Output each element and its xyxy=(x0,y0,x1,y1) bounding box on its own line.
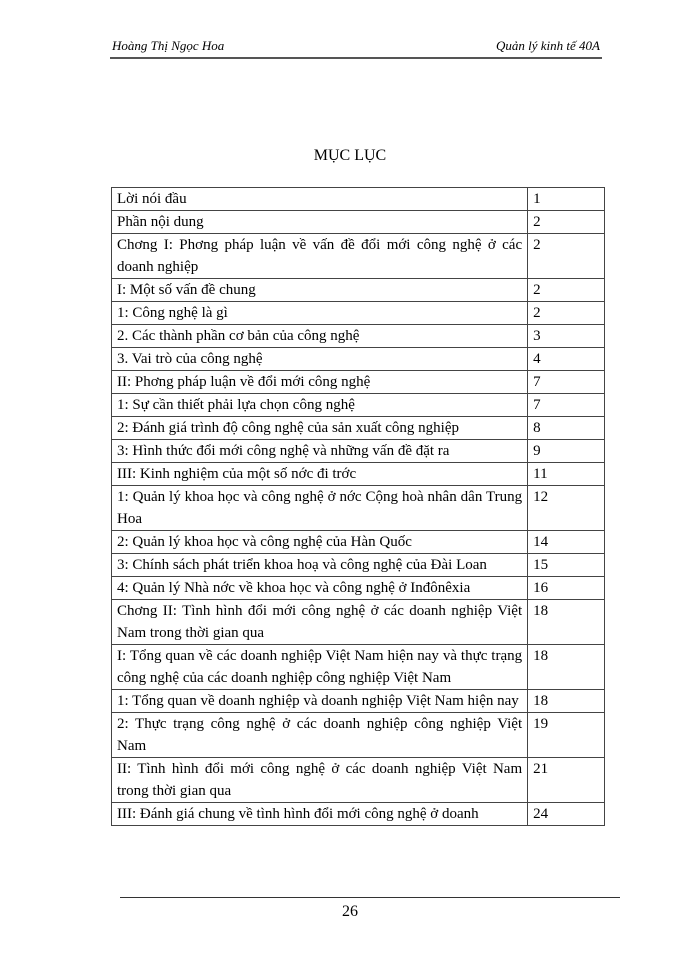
page-title: MỤC LỤC xyxy=(313,147,387,164)
header-class: Quản lý kinh tế 40A xyxy=(496,38,600,53)
toc-entry-title: 2: Thực trạng công nghệ ở các doanh nghiệp công nghiệp Việt Nam xyxy=(112,713,528,758)
toc-entry-title: II: Tình hình đổi mới công nghệ ở các doanh nghiệp Việt Nam trong thời gian qua xyxy=(112,758,528,803)
header-divider xyxy=(110,57,602,59)
toc-entry-page: 1 xyxy=(528,188,605,211)
toc-entry-title: II: Phơng pháp luận về đổi mới công nghệ xyxy=(112,371,528,394)
toc-entry-title: 2: Đánh giá trình độ công nghệ của sản xuất công nghiệp xyxy=(112,417,528,440)
toc-entry-page: 2 xyxy=(528,234,605,279)
toc-entry-title: Chơng II: Tình hình đổi mới công nghệ ở các doanh nghiệp Việt Nam trong thời gian qua xyxy=(112,600,528,645)
toc-row xyxy=(112,417,605,440)
toc-row xyxy=(112,690,605,713)
toc-row xyxy=(112,440,605,463)
toc-entry-page: 11 xyxy=(528,463,605,486)
toc-entry-title: Phần nội dung xyxy=(112,211,528,234)
toc-entry-title: 1: Quản lý khoa học và công nghệ ở nớc Cộng hoà nhân dân Trung Hoa xyxy=(112,486,528,531)
toc-row xyxy=(112,531,605,554)
toc-entry-title: 3: Chính sách phát triển khoa hoạ và công nghệ của Đài Loan xyxy=(112,554,528,577)
toc-row xyxy=(112,188,605,211)
toc-row xyxy=(112,600,605,645)
toc-entry-page: 18 xyxy=(528,600,605,645)
toc-entry-title: I: Một số vấn đề chung xyxy=(112,279,528,302)
toc-entry-page: 2 xyxy=(528,302,605,325)
toc-entry-title: 1: Công nghệ là gì xyxy=(112,302,528,325)
toc-table xyxy=(111,187,605,826)
toc-entry-page: 2 xyxy=(528,211,605,234)
header-author: Hoàng Thị Ngọc Hoa xyxy=(112,38,225,53)
toc-entry-page: 24 xyxy=(528,803,605,826)
toc-entry-title: 3. Vai trò của công nghệ xyxy=(112,348,528,371)
page-number: 26 xyxy=(342,903,358,920)
toc-entry-page: 9 xyxy=(528,440,605,463)
toc-entry-title: 1: Tổng quan về doanh nghiệp và doanh nghiệp Việt Nam hiện nay xyxy=(112,690,528,713)
toc-entry-title: 4: Quản lý Nhà nớc về khoa học và công nghệ ở Inđônêxia xyxy=(112,577,528,600)
toc-entry-page: 18 xyxy=(528,690,605,713)
toc-entry-title: Lời nói đầu xyxy=(112,188,528,211)
toc-row xyxy=(112,577,605,600)
toc-entry-title: III: Kinh nghiệm của một số nớc đi trớc xyxy=(112,463,528,486)
toc-row xyxy=(112,348,605,371)
toc-entry-page: 15 xyxy=(528,554,605,577)
toc-row xyxy=(112,803,605,826)
toc-row xyxy=(112,279,605,302)
toc-row xyxy=(112,302,605,325)
toc-entry-title: Chơng I: Phơng pháp luận về vấn đề đổi mới công nghệ ở các doanh nghiệp xyxy=(112,234,528,279)
toc-row xyxy=(112,463,605,486)
toc-entry-page: 12 xyxy=(528,486,605,531)
toc-entry-page: 16 xyxy=(528,577,605,600)
toc-entry-page: 21 xyxy=(528,758,605,803)
toc-entry-page: 18 xyxy=(528,645,605,690)
toc-entry-title: III: Đánh giá chung về tình hình đổi mới công nghệ ở doanh xyxy=(112,803,528,826)
toc-entry-page: 7 xyxy=(528,394,605,417)
toc-row xyxy=(112,645,605,690)
toc-entry-page: 14 xyxy=(528,531,605,554)
toc-entry-page: 7 xyxy=(528,371,605,394)
toc-entry-title: 2. Các thành phần cơ bản của công nghệ xyxy=(112,325,528,348)
toc-entry-page: 3 xyxy=(528,325,605,348)
toc-entry-title: I: Tổng quan về các doanh nghiệp Việt Nam hiện nay và thực trạng công nghệ của các doanh nghiệp công nghiệp Việt Nam xyxy=(112,645,528,690)
toc-row xyxy=(112,371,605,394)
toc-row xyxy=(112,325,605,348)
toc-row xyxy=(112,211,605,234)
toc-row xyxy=(112,234,605,279)
toc-entry-title: 2: Quản lý khoa học và công nghệ của Hàn Quốc xyxy=(112,531,528,554)
toc-entry-page: 19 xyxy=(528,713,605,758)
toc-row xyxy=(112,554,605,577)
toc-entry-page: 4 xyxy=(528,348,605,371)
toc-entry-page: 8 xyxy=(528,417,605,440)
toc-entry-page: 2 xyxy=(528,279,605,302)
toc-row xyxy=(112,758,605,803)
footer-divider xyxy=(120,897,620,898)
toc-entry-title: 1: Sự cần thiết phải lựa chọn công nghệ xyxy=(112,394,528,417)
toc-row xyxy=(112,394,605,417)
toc-row xyxy=(112,713,605,758)
toc-row xyxy=(112,486,605,531)
toc-entry-title: 3: Hình thức đổi mới công nghệ và những vấn đề đặt ra xyxy=(112,440,528,463)
